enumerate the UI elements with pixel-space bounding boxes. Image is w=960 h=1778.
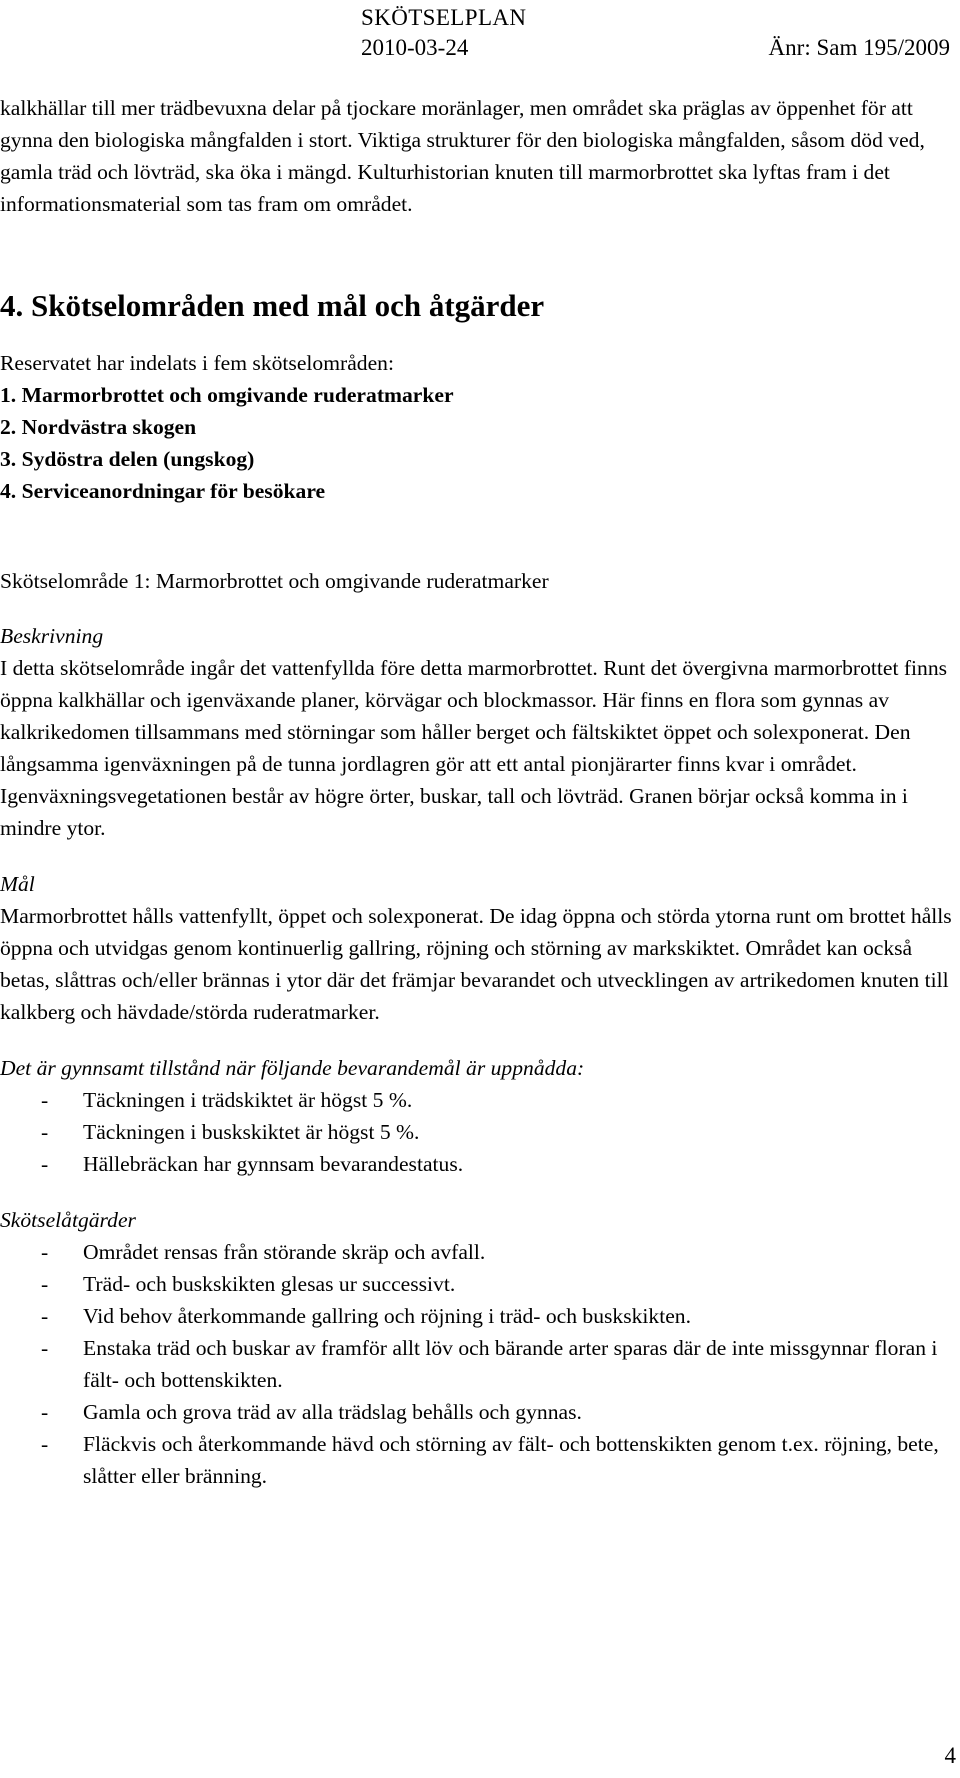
dash-marker: -	[41, 1432, 49, 1456]
measures-list	[0, 1236, 955, 1492]
measure-item	[0, 1300, 955, 1332]
dash-marker: -	[41, 1400, 49, 1424]
measure-text: Området rensas från störande skräp och avfall.	[83, 1240, 486, 1264]
document-title: SKÖTSELPLAN	[361, 5, 527, 30]
measure-text: Träd- och buskskikten glesas ur successivt.	[83, 1272, 456, 1296]
document-reference-number: Änr: Sam 195/2009	[768, 35, 950, 60]
goal-text: Marmorbrottet hålls vattenfyllt, öppet och solexponerat. De idag öppna och störda ytorna runt om brottet hålls öppna och utvidgas genom kontinuerlig gallring, röjning och störning av markskiktet. Området kan också betas, slåttras och/eller brännas i ytor där det främjar bevarandet och utvecklingen av artrikedomen knuten till kalkberg och hävdade/störda ruderatmarker.	[0, 904, 952, 1024]
condition-item	[0, 1116, 955, 1148]
measure-item	[0, 1268, 955, 1300]
area-item: 3. Sydöstra delen (ungskog)	[0, 447, 255, 471]
measure-text: Enstaka träd och buskar av framför allt löv och bärande arter sparas där de inte missgynnar floran i fält- och bottenskikten.	[83, 1336, 938, 1392]
page-header	[0, 4, 960, 60]
goal-label: Mål	[0, 872, 35, 896]
measure-item	[0, 1332, 955, 1396]
intro-paragraph: kalkhällar till mer trädbevuxna delar på tjockare moränlager, men området ska präglas av öppenhet för att gynna den biologiska mångfalden i stort. Viktiga strukturer för den biologiska mångfalden, såsom död ved, gamla träd och lövträd, ska öka i mängd. Kulturhistorian knuten till marmorbrottet ska lyftas fram i det informationsmaterial som tas fram om området.	[0, 96, 925, 216]
dash-marker: -	[41, 1336, 49, 1360]
area-item: 4. Serviceanordningar för besökare	[0, 479, 326, 503]
dash-marker: -	[41, 1272, 49, 1296]
areas-intro: Reservatet har indelats i fem skötselområden:	[0, 351, 394, 375]
measure-text: Fläckvis och återkommande hävd och störning av fält- och bottenskikten genom t.ex. röjning, bete, slåtter eller bränning.	[83, 1432, 939, 1488]
description-label: Beskrivning	[0, 624, 104, 648]
area1-heading: Skötselområde 1: Marmorbrottet och omgivande ruderatmarker	[0, 569, 549, 593]
measure-item	[0, 1428, 955, 1492]
condition-text: Hällebräckan har gynnsam bevarandestatus.	[83, 1152, 464, 1176]
area-item: 2. Nordvästra skogen	[0, 415, 197, 439]
dash-marker: -	[41, 1152, 49, 1176]
page-number: 4	[944, 1743, 956, 1768]
areas-list	[0, 379, 955, 507]
condition-text: Täckningen i buskskiktet är högst 5 %.	[83, 1120, 420, 1144]
dash-marker: -	[41, 1304, 49, 1328]
dash-marker: -	[41, 1240, 49, 1264]
condition-item	[0, 1084, 955, 1116]
measure-item	[0, 1396, 955, 1428]
description-text: I detta skötselområde ingår det vattenfyllda före detta marmorbrottet. Runt det övergivna marmorbrottet finns öppna kalkhällar och igenväxande planer, körvägar och blockmassor. Här finns en flora som gynnas av kalkrikedomen tillsammans med störningar som håller berget och fältskiktet öppet och solexponerat. Den långsamma igenväxningen på de tunna jordlagren gör att ett antal pionjärarter finns kvar i området. Igenväxningsvegetationen består av högre örter, buskar, tall och lövträd. Granen börjar också komma in i mindre ytor.	[0, 656, 948, 840]
conditions-label: Det är gynnsamt tillstånd när följande bevarandemål är uppnådda:	[0, 1056, 585, 1080]
measure-text: Vid behov återkommande gallring och röjning i träd- och buskskikten.	[83, 1304, 691, 1328]
area-item: 1. Marmorbrottet och omgivande ruderatmarker	[0, 383, 454, 407]
dash-marker: -	[41, 1120, 49, 1144]
condition-item	[0, 1148, 955, 1180]
measures-label: Skötselåtgärder	[0, 1208, 136, 1232]
conditions-list	[0, 1084, 955, 1180]
measure-item	[0, 1236, 955, 1268]
document-date: 2010-03-24	[361, 35, 469, 60]
measure-text: Gamla och grova träd av alla trädslag behålls och gynnas.	[83, 1400, 582, 1424]
dash-marker: -	[41, 1088, 49, 1112]
section-heading: 4. Skötselområden med mål och åtgärder	[0, 288, 545, 323]
condition-text: Täckningen i trädskiktet är högst 5 %.	[83, 1088, 413, 1112]
document-body	[0, 92, 955, 1492]
